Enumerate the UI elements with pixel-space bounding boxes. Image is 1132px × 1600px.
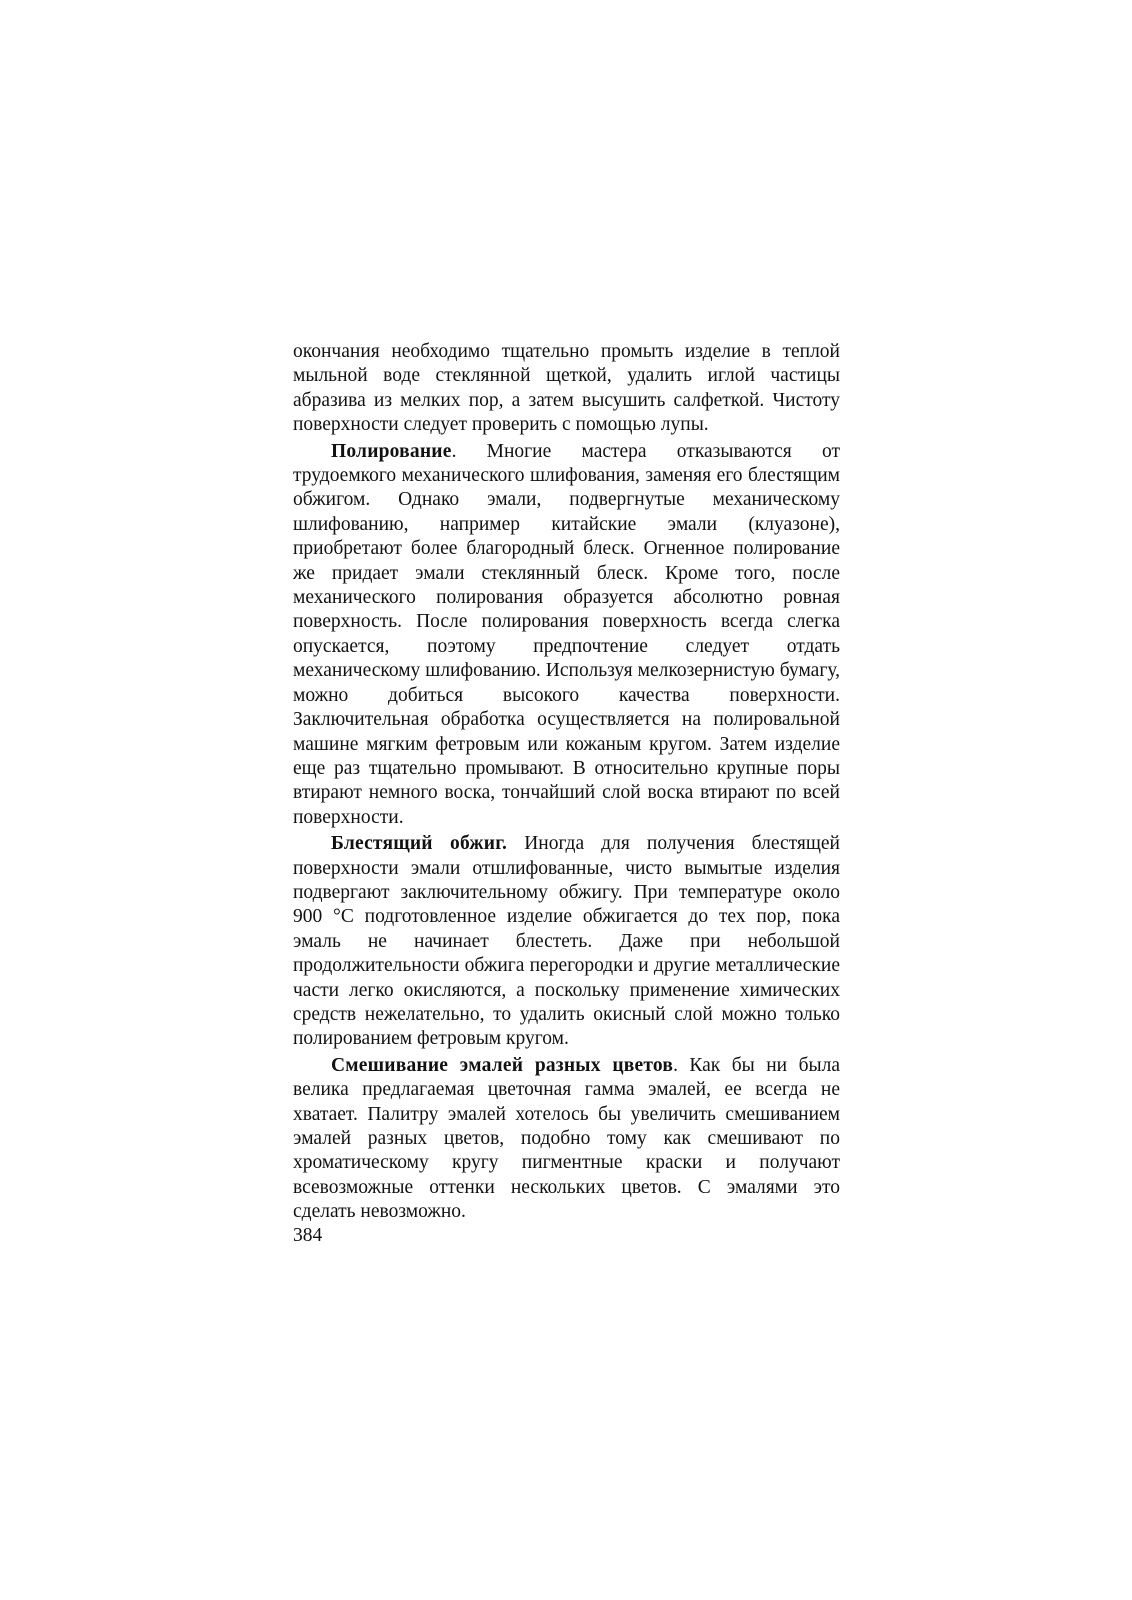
- paragraph-polishing: [293, 440, 840, 831]
- paragraph-text: . Многие мастера отказываются от трудоемкого механического шлифования, заменяя его блестящим обжигом. Однако эмали, подвергнутые механическому шлифованию, например китайские эмали (клуазоне), приобретают более благородный блеск. Огненное полирование же придает эмали стеклянный блеск. Кроме того, после механического полирования образуется абсолютно ровная поверхность. После полирования поверхность всегда слегка опускается, поэтому предпочтение следует отдать механическому шлифованию. Используя мелкозернистую бумагу, можно добиться высокого качества поверхности. Заключительная обработка осуществляется на полировальной машине мягким фетровым или кожаным кругом. Затем изделие еще раз тщательно промывают. В относительно крупные поры втирают немного воска, тончайший слой воска втирают по всей поверхности.: [293, 440, 840, 828]
- body-text: [293, 340, 840, 1227]
- section-heading-gloss-firing: Блестящий обжиг.: [331, 833, 508, 855]
- paragraph-gloss-firing: [293, 832, 840, 1052]
- page-number: 384: [293, 1225, 323, 1246]
- paragraph-text: Иногда для получения блестящей поверхности эмали отшлифованные, чисто вымытые изделия подвергают заключительному обжигу. При температуре около 900 °C подготовленное изделие обжигается до тех пор, пока эмаль не начинает блестеть. Даже при небольшой продолжительности обжига перегородки и другие металлические части легко окисляются, а поскольку применение химических средств нежелательно, то удалить окисный слой можно только полированием фетровым кругом.: [293, 833, 840, 1050]
- section-heading-polishing: Полирование: [331, 440, 452, 462]
- paragraph-text: . Как бы ни была велика предлагаемая цветочная гамма эмалей, ее всегда не хватает. Палитру эмалей хотелось бы увеличить смешиванием эмалей разных цветов, подобно тому как смешивают по хроматическому кругу пигментные краски и получают всевозможные оттенки нескольких цветов. С эмалями это сделать невозможно.: [293, 1054, 840, 1223]
- paragraph-intro: [293, 340, 840, 438]
- paragraph-color-mixing: [293, 1054, 840, 1225]
- paragraph-text: окончания необходимо тщательно промыть изделие в теплой мыльной воде стеклянной щеткой, удалить иглой частицы абразива из мелких пор, а затем высушить салфеткой. Чистоту поверхности следует проверить с помощью лупы.: [293, 341, 840, 436]
- section-heading-color-mixing: Смешивание эмалей разных цветов: [331, 1054, 674, 1076]
